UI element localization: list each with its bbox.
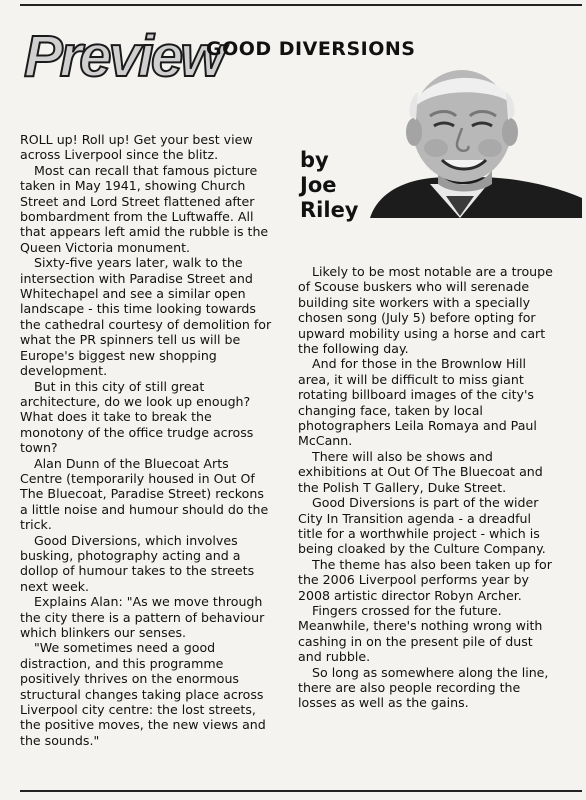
right-column [298,264,556,711]
bottom-rule [20,790,582,792]
byline-by: by [300,148,329,172]
paragraph: Sixty-five years later, walk to the intersection with Paradise Street and Whitechapel and see a similar open landscape - this time looking towards the cathedral courtesy of demolition for what the PR spinners tell us will be Europe's biggest new shopping development. [20,255,272,379]
section-label: Preview [24,24,223,89]
paragraph: Good Diversions, which involves busking, photography acting and a dollop of humour takes to the streets next week. [20,532,255,594]
author-portrait-icon [350,66,582,218]
paragraph: And for those in the Brownlow Hill area, it will be difficult to miss giant rotating billboard images of the city's changing face, taken by local photographers Leila Romaya and Paul McCann. [298,356,537,449]
paragraph: But in this city of still great architecture, do we look up enough? What does it take to break the monotony of the office trudge across town? [20,378,254,456]
article-headline: GOOD DIVERSIONS [206,38,416,60]
byline-last-name: Riley [300,198,359,222]
paragraph: Explains Alan: "As we move through the city there is a pattern of behaviour which blinkers our senses. [20,594,265,640]
paragraph: Likely to be most notable are a troupe of Scouse buskers who will serenade building site workers with a specially chosen song (July 5) before opting for upward mobility using a horse and cart the following day. [298,264,553,357]
left-column [20,132,274,748]
paragraph: Good Diversions is part of the wider City In Transition agenda - a dreadful title for a worthwhile project - which is being cloaked by the Culture Company. [298,495,546,557]
paragraph: "We sometimes need a good distraction, and this programme positively thrives on the enormous structural changes taking place across Liverpool city centre: the lost streets, the positive moves, the new views and the sounds." [20,640,266,748]
paragraph: There will also be shows and exhibitions at Out Of The Bluecoat and the Polish T Gallery, Duke Street. [298,448,543,495]
paragraph: Alan Dunn of the Bluecoat Arts Centre (temporarily housed in Out Of The Bluecoat, Paradise Street) reckons a little noise and humour should do the trick. [20,455,269,533]
byline [300,148,359,223]
paragraph: So long as somewhere along the line, there are also people recording the losses as well as the gains. [298,664,549,711]
paragraph: Fingers crossed for the future. Meanwhile, there's nothing wrong with cashing in on the present pile of dust and rubble. [298,602,543,665]
top-rule [20,4,582,6]
byline-first-name: Joe [300,173,337,197]
paragraph: Most can recall that famous picture taken in May 1941, showing Church Street and Lord Street flattened after bombardment from the Luftwaffe. All that appears left amid the rubble is the Queen Victoria monument. [20,162,269,255]
paragraph: ROLL up! Roll up! Get your best view across Liverpool since the blitz. [20,132,253,163]
paragraph: The theme has also been taken up for the 2006 Liverpool performs year by 2008 artistic director Robyn Archer. [298,556,552,603]
